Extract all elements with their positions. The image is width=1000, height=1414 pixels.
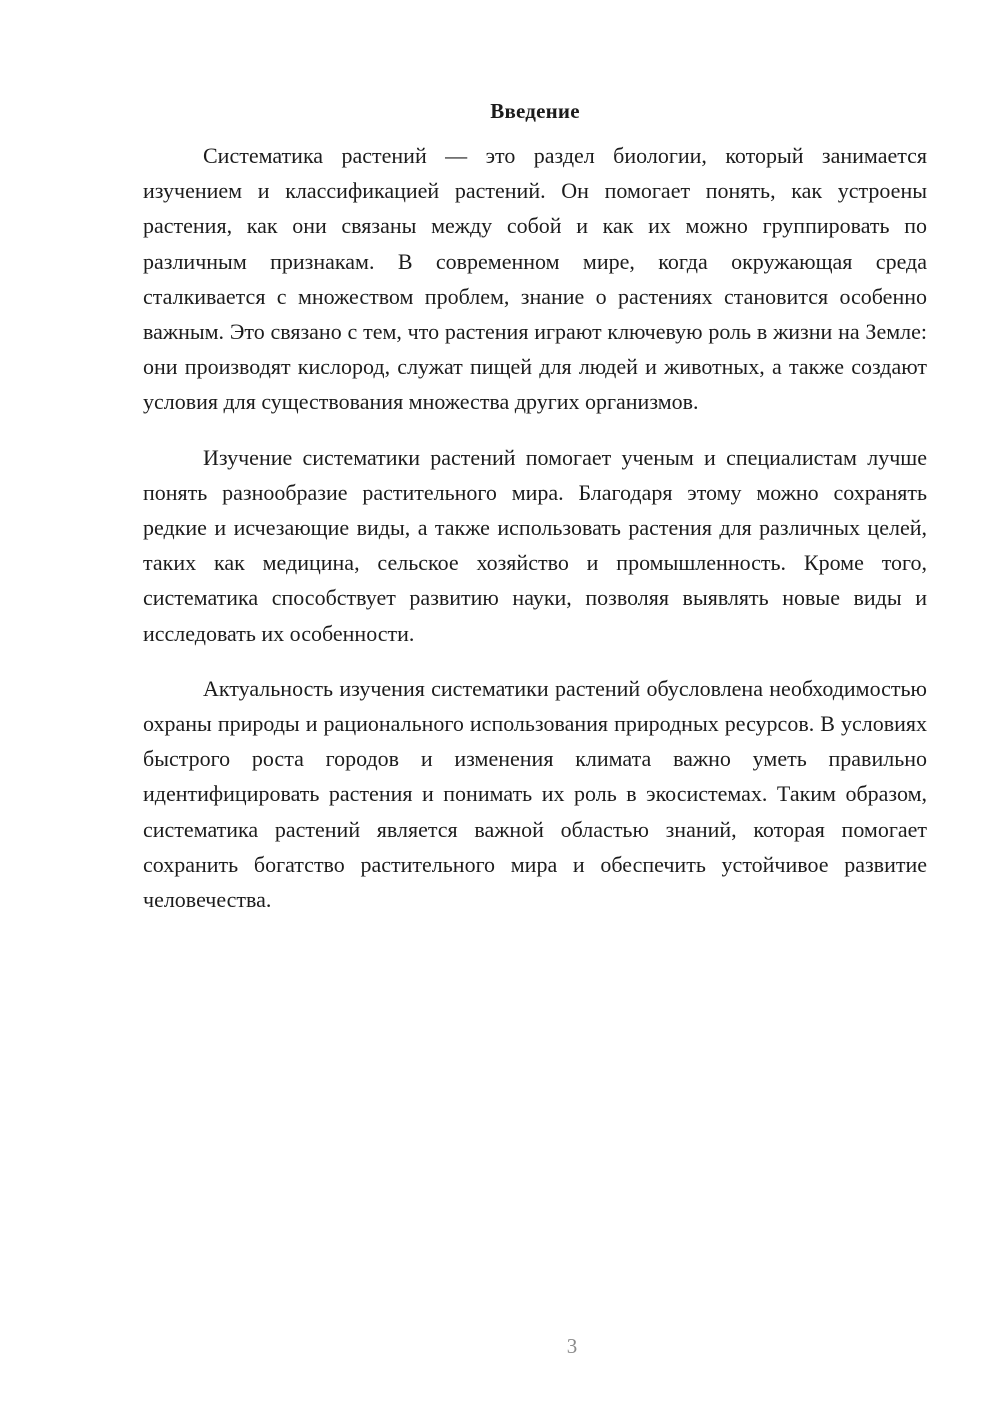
paragraph-2: Изучение систематики растений помогает ученым и специалистам лучше понять разнообразие растительного мира. Благодаря этому можно сохранять редкие и исчезающие виды, а также использовать растения для различных целей, таких как медицина, сельское хозяйство и промышленность. Кроме того, систематика способствует развитию науки, позволяя выявлять новые виды и исследовать их особенности.: [143, 444, 927, 646]
paragraph-1: Систематика растений — это раздел биологии, который занимается изучением и классификацией растений. Он помогает понять, как устроены растения, как они связаны между собой и как их можно группировать по различным признакам. В современном мире, когда окружающая среда сталкивается с множеством проблем, знание о растениях становится особенно важным. Это связано с тем, что растения играют ключевую роль в жизни на Земле: они производят кислород, служат пищей для людей и животных, а также создают условия для существования множества других организмов.: [143, 143, 927, 415]
section-title: Введение: [490, 99, 580, 123]
paragraph-3: Актуальность изучения систематики растений обусловлена необходимостью охраны природы и рационального использования природных ресурсов. В условиях быстрого роста городов и изменения климата важно уметь правильно идентифицировать растения и понимать их роль в экосистемах. Таким образом, систематика растений является важной областью знаний, которая помогает сохранить богатство растительного мира и обеспечить устойчивое развитие человечества.: [143, 675, 927, 913]
page-number: 3: [566, 1334, 578, 1358]
page-content: [143, 96, 927, 937]
